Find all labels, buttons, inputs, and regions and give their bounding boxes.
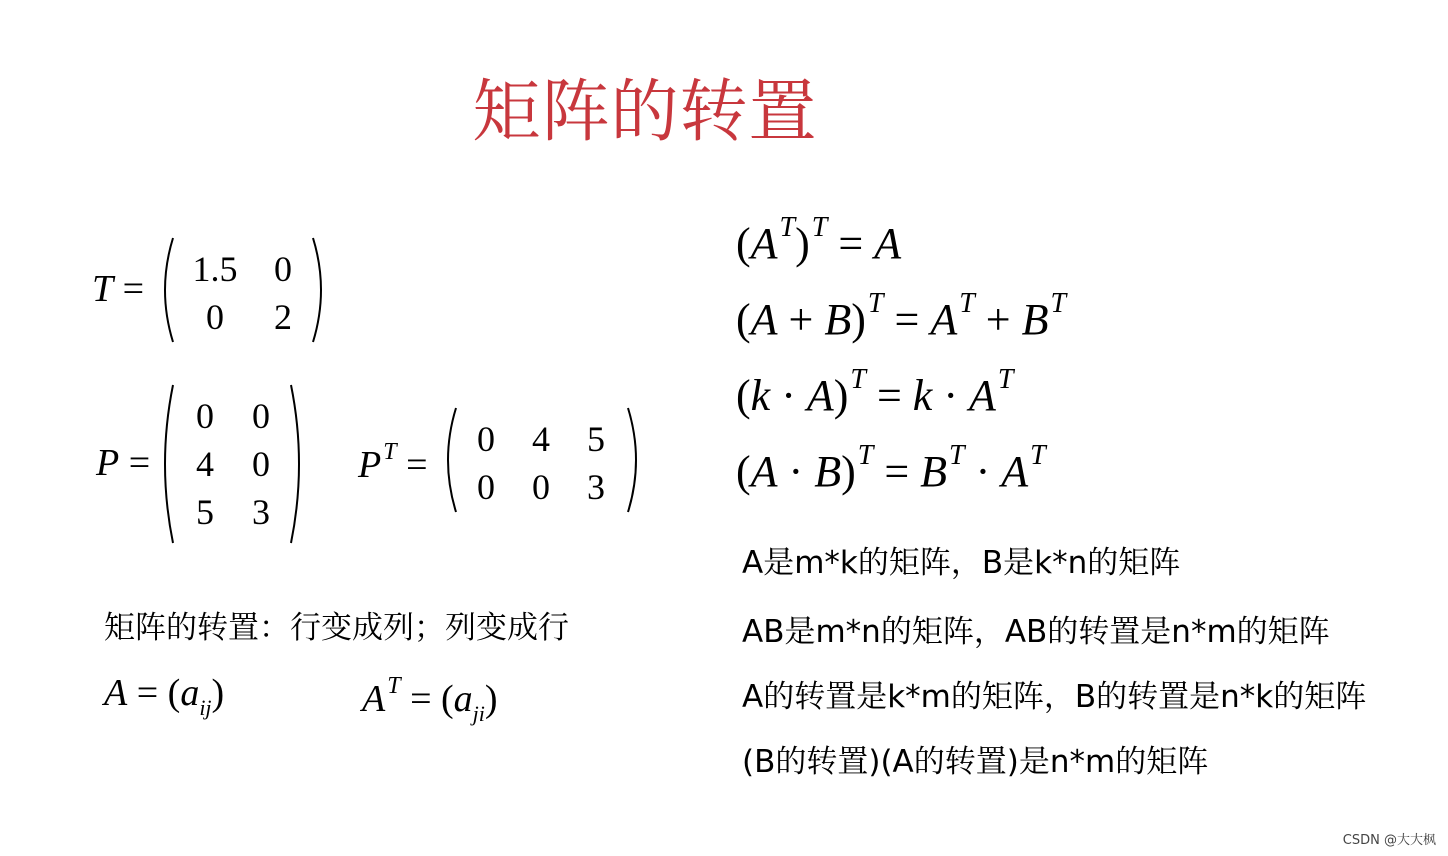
- right-paren-icon: [287, 383, 309, 545]
- matrix-pt: [438, 406, 646, 514]
- matrix-cell: 0: [206, 297, 224, 337]
- matrix-cell: 0: [252, 396, 270, 436]
- right-paren-icon: [309, 236, 331, 344]
- matrix-cell: 0: [196, 396, 214, 436]
- matrix-cell: 1.5: [192, 249, 238, 289]
- matrix-cell: 5: [587, 419, 605, 459]
- matrix-t: [155, 236, 331, 344]
- matrix-cell: 0: [252, 444, 270, 484]
- identity-scalar-transpose: $(k \cdot A)^T = k \cdot A^T$: [736, 364, 1014, 420]
- element-formula-a: $A = (a_{ij})$: [104, 672, 225, 720]
- left-paren-icon: [155, 383, 177, 545]
- note-line: A的转置是k*m的矩阵，B的转置是n*k的矩阵: [742, 679, 1367, 715]
- matrix-cell: 4: [532, 419, 550, 459]
- matrix-cell: 3: [587, 467, 605, 507]
- left-paren-icon: [155, 236, 177, 344]
- matrix-cell: 4: [196, 444, 214, 484]
- matrix-cell: 0: [532, 467, 550, 507]
- left-paren-icon: [438, 406, 460, 514]
- note-line: AB是m*n的矩阵，AB的转置是n*m的矩阵: [742, 614, 1330, 650]
- matrix-cell: 0: [477, 419, 495, 459]
- element-formula-at: $A^T = (a_{ji})$: [362, 673, 498, 726]
- identity-double-transpose: $(A^T)^T = A$: [736, 212, 902, 268]
- identity-product-transpose: $(A \cdot B)^T = B^T \cdot A^T$: [736, 440, 1046, 496]
- matrix-cell: 0: [477, 467, 495, 507]
- matrix-t-label: T =: [92, 268, 145, 310]
- matrix-p: [155, 383, 309, 545]
- identity-sum-transpose: $(A + B)^T = A^T + B^T$: [736, 288, 1067, 344]
- transpose-rule-text: 矩阵的转置：行变成列；列变成行: [104, 610, 569, 646]
- matrix-pt-label: $P^T$ =: [358, 439, 428, 486]
- note-line: A是m*k的矩阵，B是k*n的矩阵: [742, 545, 1181, 581]
- watermark: CSDN @大大枫: [1342, 833, 1436, 848]
- matrix-p-label: P =: [96, 442, 151, 484]
- matrix-cell: 3: [252, 492, 270, 532]
- matrix-cell: 0: [274, 249, 292, 289]
- matrix-cell: 2: [274, 297, 292, 337]
- right-paren-icon: [624, 406, 646, 514]
- page-title: 矩阵的转置: [472, 73, 818, 152]
- matrix-cell: 5: [196, 492, 214, 532]
- note-line: (B的转置)(A的转置)是n*m的矩阵: [742, 744, 1209, 780]
